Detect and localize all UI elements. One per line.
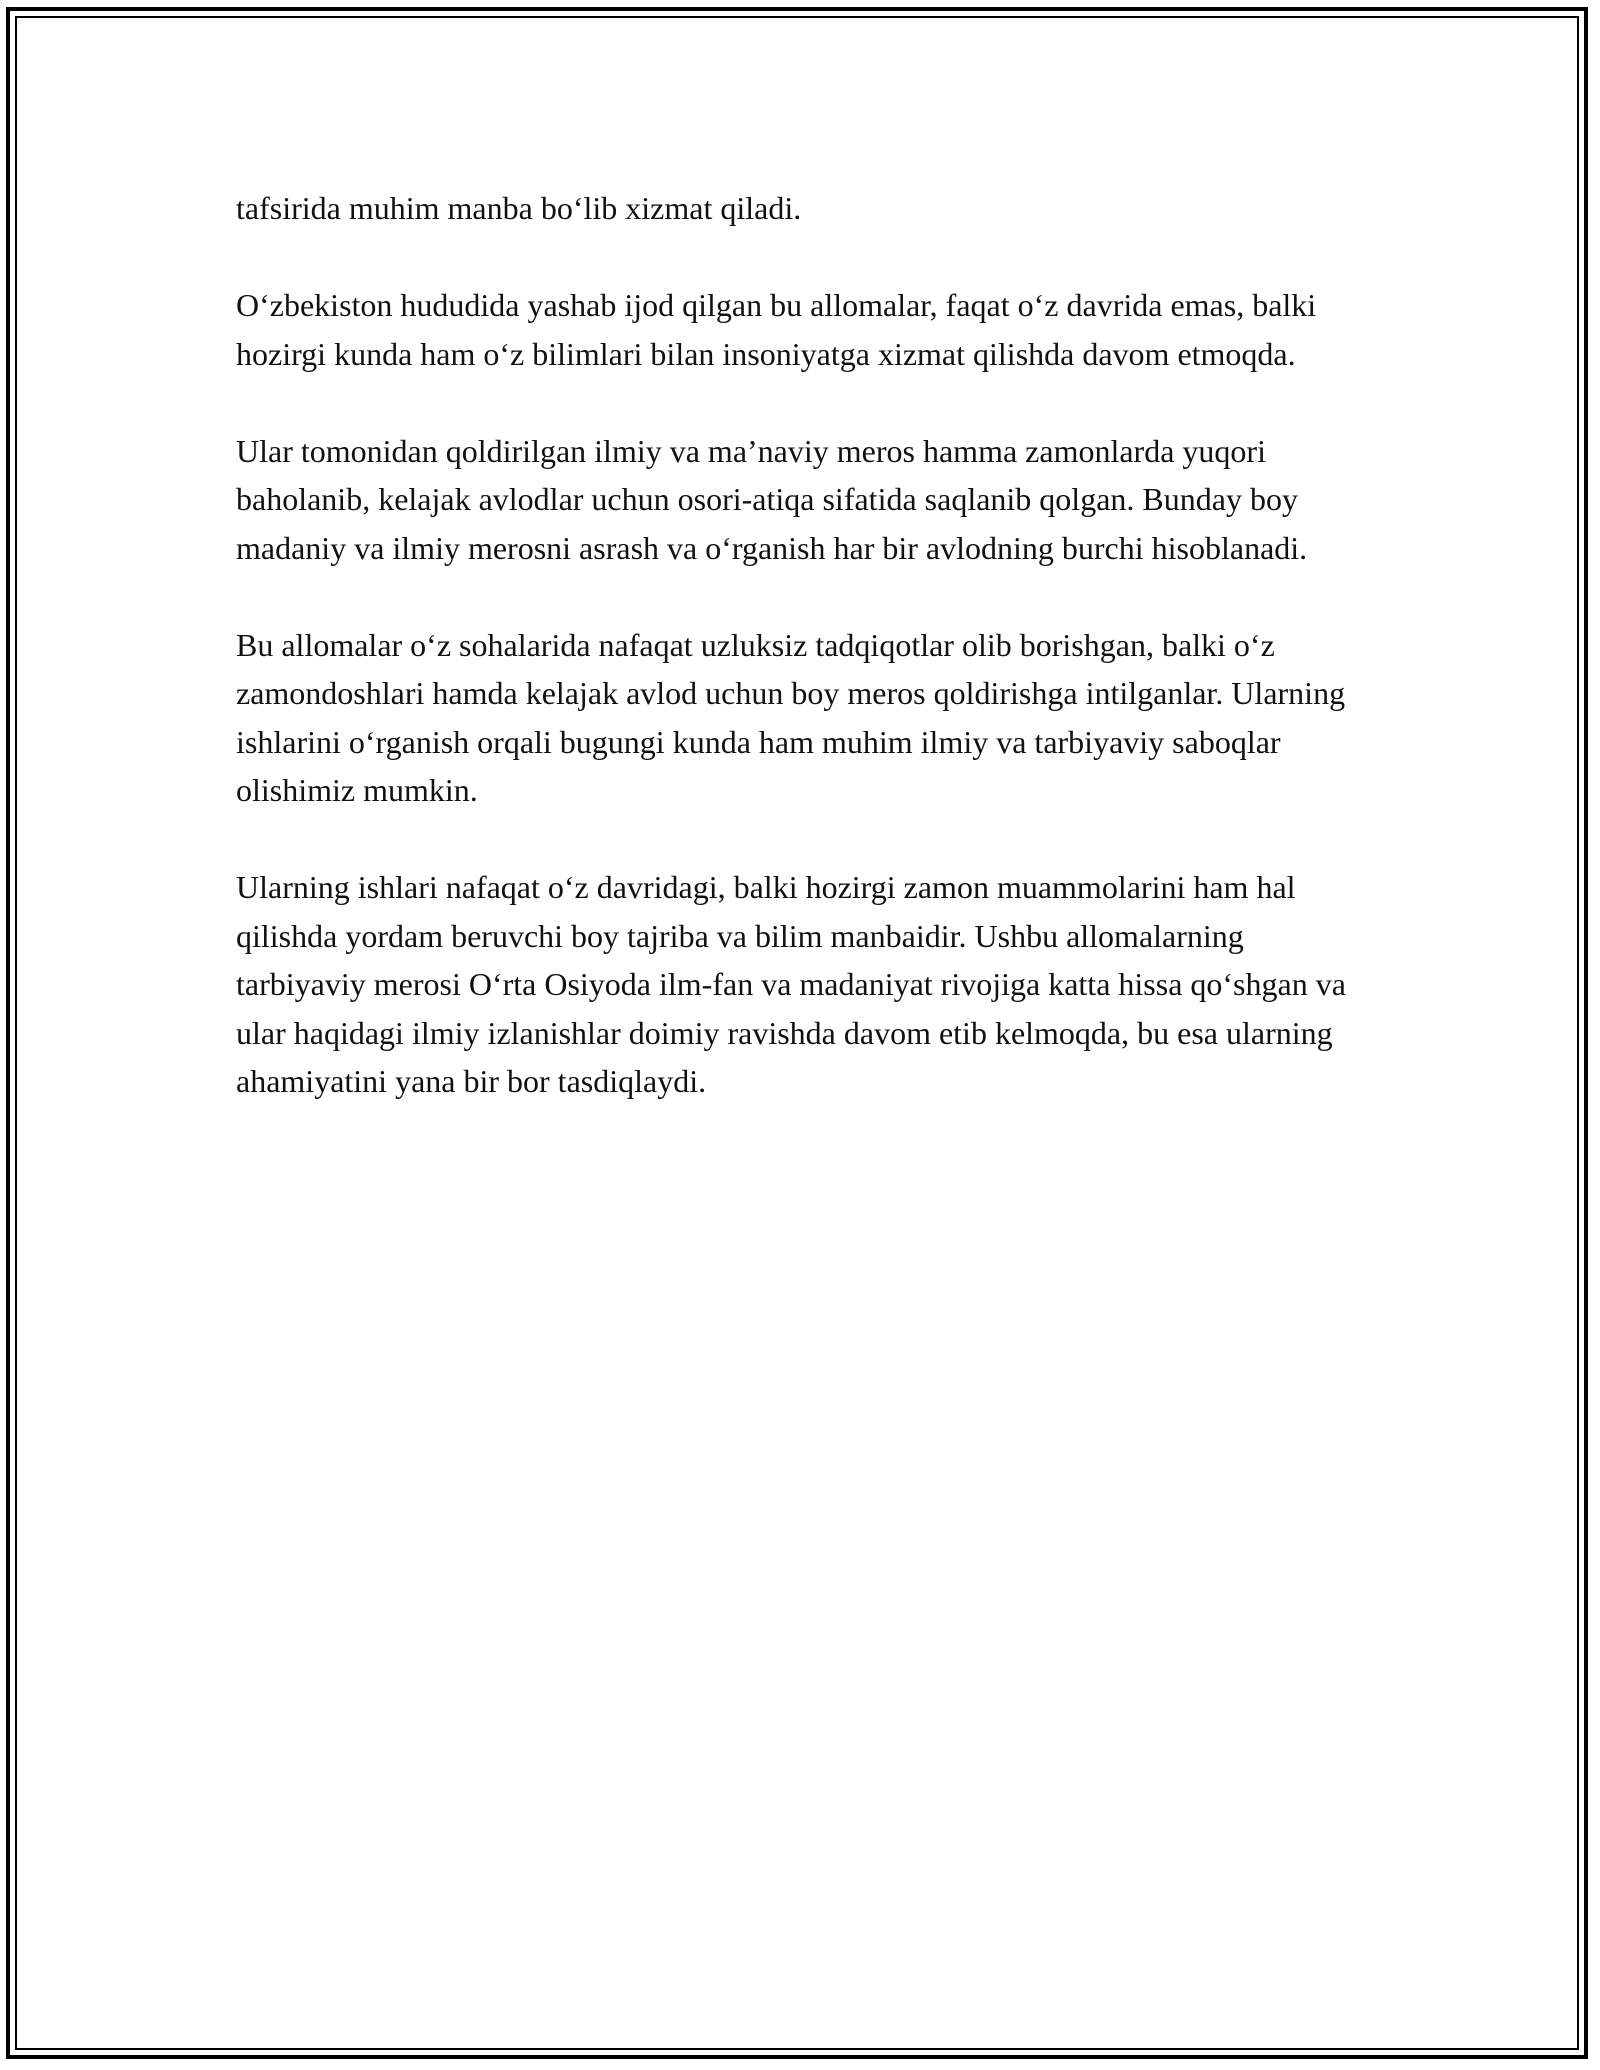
paragraph-5: Ularning ishlari nafaqat o‘z davridagi, balki hozirgi zamon muammolarini ham hal qilishda yordam beruvchi boy tajriba va bilim manbaidir. Ushbu allomalarning tarbiyaviy merosi O‘rta Osiyoda ilm-fan va madaniyat rivojiga katta hissa qo‘shgan va ular haqidagi ilmiy izlanishlar doimiy ravishda davom etib kelmoqda, bu esa ularning ahamiyatini yana bir bor tasdiqlaydi. [236, 869, 1346, 1099]
paragraph-3: Ular tomonidan qoldirilgan ilmiy va ma’naviy meros hamma zamonlarda yuqori baholanib, kelajak avlodlar uchun osori-atiqa sifatida saqlanib qolgan. Bunday boy madaniy va ilmiy merosni asrash va o‘rganish har bir avlodning burchi hisoblanadi. [236, 432, 1308, 566]
paragraph-4: Bu allomalar o‘z sohalarida nafaqat uzluksiz tadqiqotlar olib borishgan, balki o‘z zamondoshlari hamda kelajak avlod uchun boy meros qoldirishga intilganlar. Ularning ishlarini o‘rganish orqali bugungi kunda ham muhim ilmiy va tarbiyaviy saboqlar olishimiz mumkin. [236, 626, 1346, 808]
document-body [236, 184, 1366, 1154]
paragraph-1: tafsirida muhim manba bo‘lib xizmat qiladi. [236, 190, 802, 226]
paragraph-2: O‘zbekiston hududida yashab ijod qilgan bu allomalar, faqat o‘z davrida emas, balki hozirgi kunda ham o‘z bilimlari bilan insoniyatga xizmat qilishda davom etmoqda. [236, 287, 1317, 372]
